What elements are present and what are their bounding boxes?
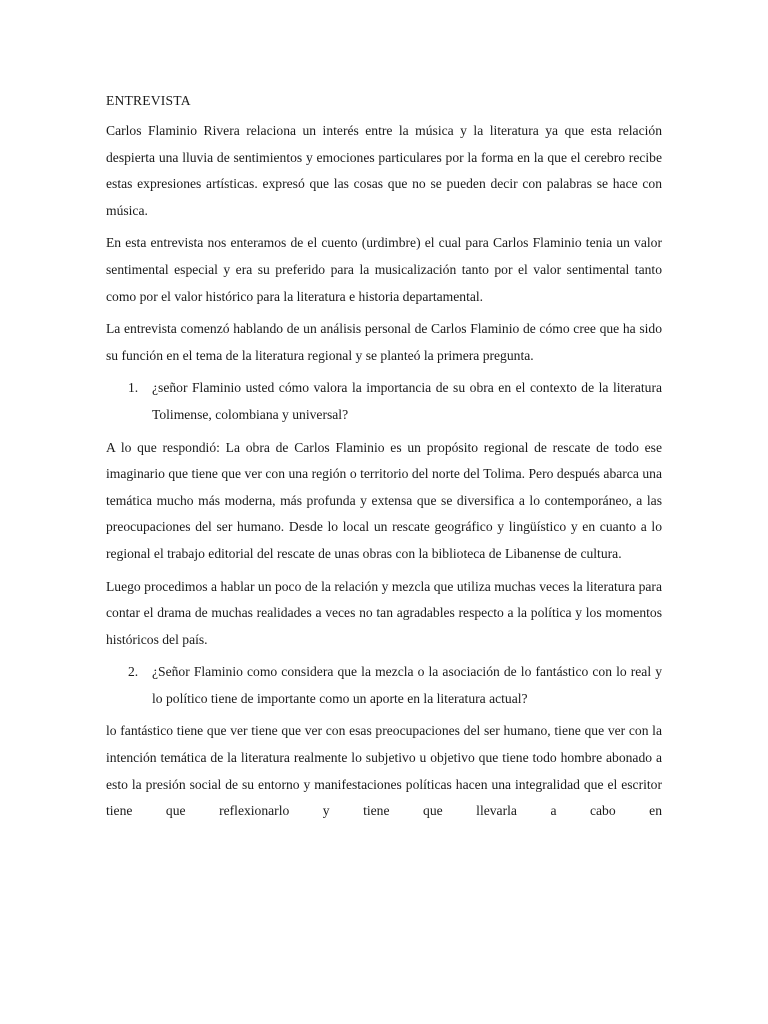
question-1-text: ¿señor Flaminio usted cómo valora la importancia de su obra en el contexto de la literatura Tolimense, colombiana y universal? [152, 380, 662, 422]
intro-paragraph: Carlos Flaminio Rivera relaciona un interés entre la música y la literatura ya que esta relación despierta una lluvia de sentimientos y emociones particulares por la forma en la que el cerebro recibe estas expresiones artísticas. expresó que las cosas que no se pueden decir con palabras se hace con música. [106, 123, 662, 218]
document-page [106, 88, 662, 831]
answer-2-paragraph: lo fantástico tiene que ver tiene que ver con esas preocupaciones del ser humano, tiene que ver con la intención temática de la literatura realmente lo subjetivo u objetivo que tiene todo hombre abonado a esto la presión social de su entorno y manifestaciones políticas hacen una integralidad que el escritor tiene que reflexionarlo y tiene que llevarla a cabo en [106, 723, 662, 819]
question-2-number: 2. [128, 664, 139, 680]
question-2-text: ¿Señor Flaminio como considera que la mezcla o la asociación de lo fantástico con lo real y lo político tiene de importante como un aporte en la literatura actual? [152, 664, 662, 706]
question-1 [106, 375, 662, 428]
interview-start-paragraph: La entrevista comenzó hablando de un análisis personal de Carlos Flaminio de cómo cree que ha sido su función en el tema de la literatura regional y se planteó la primera pregunta. [106, 321, 662, 363]
answer-1-paragraph: A lo que respondió: La obra de Carlos Flaminio es un propósito regional de rescate de todo ese imaginario que tiene que ver con una región o territorio del norte del Tolima. Pero después abarca una temática mucho más moderna, más profunda y extensa que se diversifica a lo contemporáneo, a las preocupaciones del ser humano. Desde lo local un rescate geográfico y lingüístico y en cuanto a lo regional el trabajo editorial del rescate de unas obras con la biblioteca de Libanense de cultura. [106, 439, 662, 561]
question-2 [106, 659, 662, 712]
transition-paragraph: Luego procedimos a hablar un poco de la relación y mezcla que utiliza muchas veces la literatura para contar el drama de muchas realidades a veces no tan agradables respecto a la política y los momentos históricos del país. [106, 578, 662, 647]
story-paragraph: En esta entrevista nos enteramos de el cuento (urdimbre) el cual para Carlos Flaminio tenia un valor sentimental especial y era su preferido para la musicalización tanto por el valor sentimental tanto como por el valor histórico para la literatura e historia departamental. [106, 235, 662, 304]
question-1-number: 1. [128, 380, 139, 396]
document-heading: ENTREVISTA [106, 93, 191, 108]
